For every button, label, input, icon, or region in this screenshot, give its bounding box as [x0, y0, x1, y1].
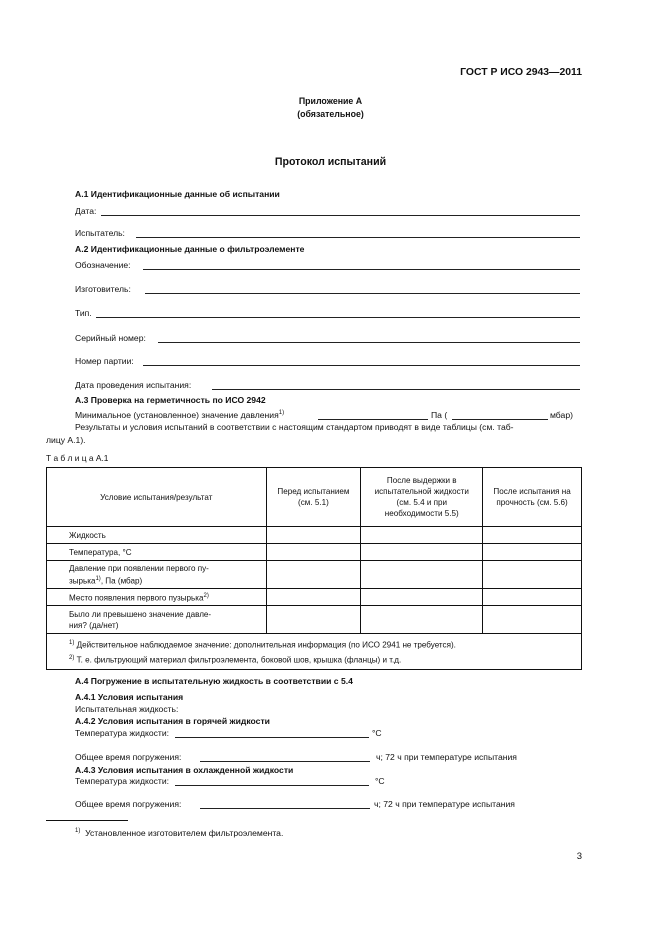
row-liquid-label: Жидкость: [47, 527, 267, 544]
hot-liquid-temp-field[interactable]: [175, 737, 369, 738]
pressure-mbar-field[interactable]: [452, 419, 548, 420]
header-after-hold: После выдержки в испытательной жидкости (см. 5.4 и при необходимости 5.5): [361, 468, 483, 527]
section-a4-heading: А.4 Погружение в испытательную жидкость в соответствии с 5.4: [75, 676, 353, 686]
table-row: [47, 589, 582, 606]
pressure-pa-field[interactable]: [318, 419, 428, 420]
hot-total-time-field[interactable]: [200, 761, 370, 762]
annex-title: Приложение А: [298, 96, 363, 106]
header-condition: Условие испытания/результат: [47, 468, 267, 527]
cold-liquid-temp-label: Температура жидкости:: [75, 776, 170, 786]
hot-time-suffix: ч; 72 ч при температуре испытания: [376, 752, 517, 762]
manufacturer-field[interactable]: [145, 293, 580, 294]
designation-field[interactable]: [143, 269, 580, 270]
annex-subtitle: (обязательное): [297, 109, 364, 119]
cell-input[interactable]: [483, 606, 582, 634]
protocol-title: Протокол испытаний: [274, 156, 387, 168]
cell-input[interactable]: [361, 544, 483, 561]
cold-total-time-label: Общее время погружения:: [75, 799, 182, 809]
table-row: [47, 527, 582, 544]
header-before-test: Перед испытанием (см. 5.1): [266, 468, 361, 527]
serial-number-label: Серийный номер:: [75, 333, 146, 343]
hot-total-time-label: Общее время погружения:: [75, 752, 182, 762]
row-bubble-pressure-label: Давление при появлении первого пу- зырька$^{1)}$, Па (мбар): [47, 561, 267, 589]
table-row: [47, 606, 582, 634]
table-caption: Т а б л и ц а А.1: [46, 453, 109, 463]
footnote-divider: [46, 820, 128, 821]
serial-number-field[interactable]: [158, 342, 580, 343]
cold-time-suffix: ч; 72 ч при температуре испытания: [374, 799, 515, 809]
cell-input[interactable]: [483, 589, 582, 606]
cell-input[interactable]: [361, 561, 483, 589]
mbar-unit-label: мбар): [550, 410, 573, 420]
cell-input[interactable]: [361, 606, 483, 634]
cell-input[interactable]: [266, 589, 361, 606]
table-notes-row: [47, 634, 582, 670]
cell-input[interactable]: [266, 606, 361, 634]
cell-input[interactable]: [266, 527, 361, 544]
section-a41-heading: А.4.1 Условия испытания: [75, 692, 184, 702]
cell-input[interactable]: [361, 527, 483, 544]
type-field[interactable]: [96, 317, 580, 318]
row-bubble-location-label: Место появления первого пузырька$^{2)}$: [47, 589, 267, 606]
test-liquid-label: Испытательная жидкость:: [75, 704, 179, 714]
cell-input[interactable]: [266, 561, 361, 589]
section-a43-heading: А.4.3 Условия испытания в охлажденной жидкости: [75, 765, 294, 775]
row-pressure-exceeded-label: Было ли превышено значение давле- ния? (да/нет): [47, 606, 267, 634]
hot-temp-unit: °С: [372, 728, 382, 738]
table-row: [47, 561, 582, 589]
table-row: [47, 544, 582, 561]
pa-unit-label: Па (: [431, 410, 448, 420]
min-pressure-label: Минимальное (установленное) значение давления$^{1)}$: [75, 410, 285, 420]
row-temperature-label: Температура, °С: [47, 544, 267, 561]
cell-input[interactable]: [266, 544, 361, 561]
header-after-strength: После испытания на прочность (см. 5.6): [483, 468, 582, 527]
tester-label: Испытатель:: [75, 228, 125, 238]
cell-input[interactable]: [361, 589, 483, 606]
date-field[interactable]: [101, 215, 580, 216]
tester-field[interactable]: [136, 237, 580, 238]
manufacturer-label: Изготовитель:: [75, 284, 131, 294]
results-text-line2: лицу А.1).: [46, 435, 86, 445]
section-a3-heading: А.3 Проверка на герметичность по ИСО 2942: [75, 395, 266, 405]
batch-number-field[interactable]: [143, 365, 580, 366]
section-a42-heading: А.4.2 Условия испытания в горячей жидкости: [75, 716, 270, 726]
table-header-row: [47, 468, 582, 527]
cell-input[interactable]: [483, 544, 582, 561]
standard-designation: ГОСТ Р ИСО 2943—2011: [460, 67, 582, 78]
footnote: $^{1)}$ Установленное изготовителем фильтроэлемента.: [75, 828, 284, 838]
cold-temp-unit: °С: [375, 776, 385, 786]
hot-liquid-temp-label: Температура жидкости:: [75, 728, 170, 738]
cell-input[interactable]: [483, 561, 582, 589]
results-table: [46, 467, 582, 670]
test-date-field[interactable]: [212, 389, 580, 390]
date-label: Дата:: [75, 206, 97, 216]
results-text-line1: Результаты и условия испытаний в соответствии с настоящим стандартом приводят в виде таблицы (см. таб-: [75, 422, 514, 432]
batch-number-label: Номер партии:: [75, 356, 134, 366]
section-a2-heading: А.2 Идентификационные данные о фильтроэлементе: [75, 244, 305, 254]
type-label: Тип.: [75, 308, 92, 318]
cold-liquid-temp-field[interactable]: [175, 785, 369, 786]
designation-label: Обозначение:: [75, 260, 131, 270]
cold-total-time-field[interactable]: [200, 808, 370, 809]
test-date-label: Дата проведения испытания:: [75, 380, 192, 390]
section-a1-heading: А.1 Идентификационные данные об испытании: [75, 189, 280, 199]
cell-input[interactable]: [483, 527, 582, 544]
table-notes: $^{1)}$ Действительное наблюдаемое значение: дополнительная информация (по ИСО 2941 не требуется). $^{2)}$ Т. е. фильтрующий материал фильтроэлемента, боковой шов, крышка (фланцы) и т.д.: [47, 634, 582, 670]
page-number: 3: [576, 851, 582, 862]
